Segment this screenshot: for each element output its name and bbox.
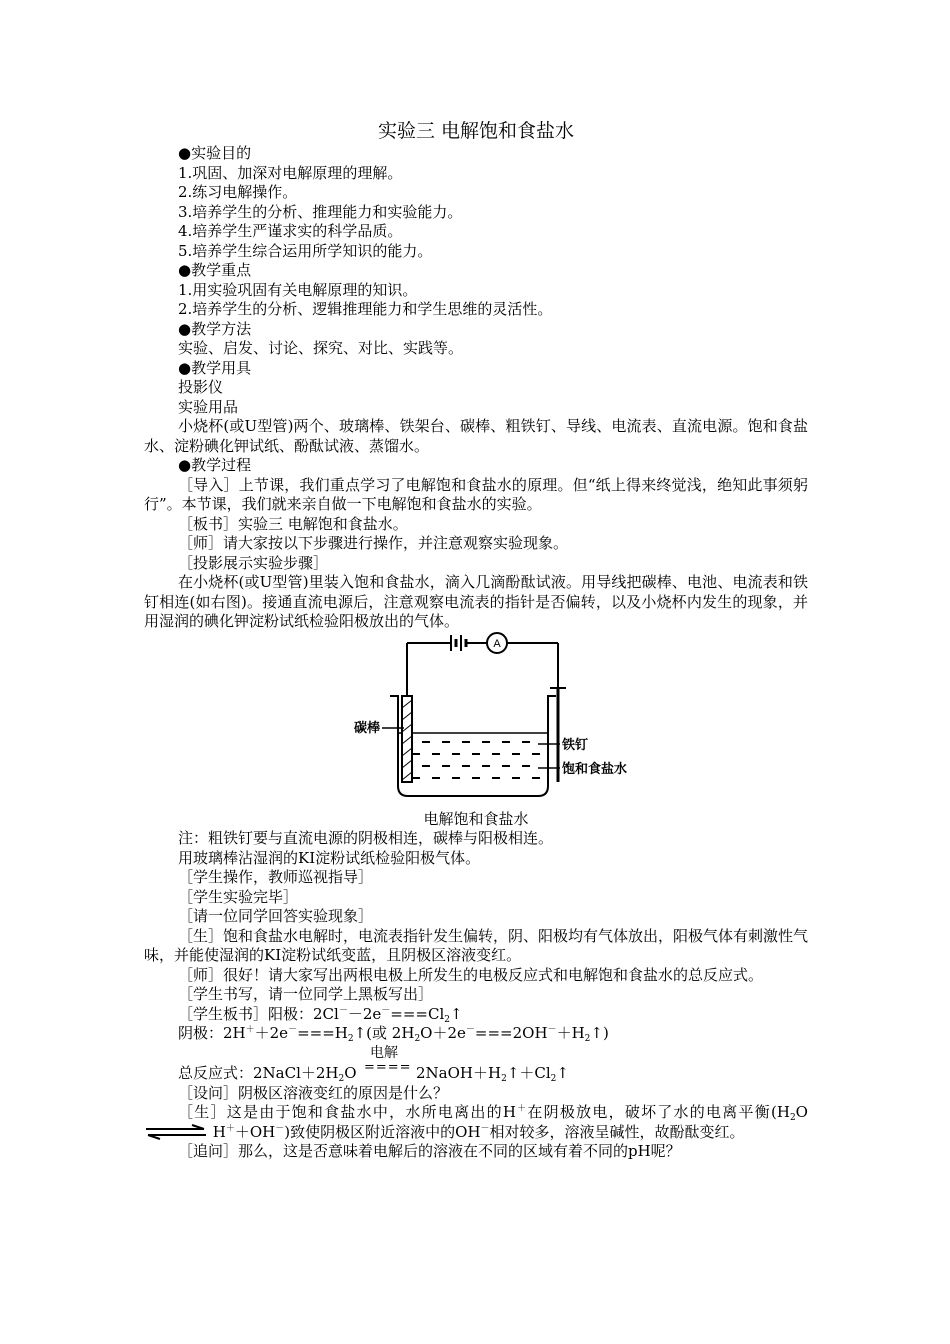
tools-text: 投影仪 — [178, 378, 224, 396]
tools-text: 实验用品 — [178, 397, 239, 416]
method-text: 实验、启发、讨论、探究、对比、实践等。 — [178, 339, 464, 357]
cathode-equation: 阴极：$2H^++2e^-===H_2↑$(或 $2H_2O+2e^-===2OH^-+H_2↑$) — [178, 1024, 609, 1044]
section-heading-method: ●教学方法 — [178, 319, 252, 338]
overall-equation: 电解 ==== 总反应式：$2NaCl+2H_2O$ $2NaOH+H_2↑+Cl_2↑$ — [178, 1044, 569, 1084]
paragraph: ［投影展示实验步骤］ — [178, 553, 329, 572]
apparatus-diagram — [354, 637, 632, 806]
paragraph: ［师］很好！请大家写出两根电极上所发生的电极反应式和电解饱和食盐水的总反应式。 — [178, 965, 764, 984]
goal-item: 5.培养学生综合运用所学知识的能力。 — [178, 241, 433, 260]
label-carbon-rod: 碳棒 — [354, 720, 381, 736]
eq-condition: 电解 — [370, 1044, 398, 1061]
section-heading-tools: ●教学用具 — [178, 358, 252, 377]
goal-item: 2.练习电解操作。 — [178, 183, 298, 201]
anode-equation: ［学生板书］阳极：$2Cl^--2e^-===Cl_2↑$ — [178, 1004, 463, 1025]
paragraph: ［追问］那么，这是否意味着电解后的溶液在不同的区域有着不同的pH呢？ — [178, 1142, 681, 1160]
figure-caption: 电解饱和食盐水 — [423, 809, 529, 828]
page-title: 实验三 电解饱和食盐水 — [377, 120, 575, 142]
paragraph: ［生］饱和食盐水电解时，电流表指针发生偏转，阴、阳极均有气体放出，阳极气体有刺激性气味，并能使湿润的KI淀粉试纸变蓝，且阴极区溶液变红。 — [144, 926, 809, 964]
goal-item: 4.培养学生严谨求实的科学品质。 — [178, 222, 403, 240]
meter-label: A — [493, 637, 501, 650]
paragraph: 在小烧杯(或U型管)里装入饱和食盐水，滴入几滴酚酞试液。用导线把碳棒、电池、电流表和铁钉相连(如右图)。接通直流电源后，注意观察电流表的指针是否偏转，以及小烧杯内发生的现象，并用湿润的碘化钾淀粉试纸检验阳极放出的气体。 — [144, 573, 808, 630]
label-iron-nail: 铁钉 — [562, 737, 589, 753]
goal-item: 1.巩固、加深对电解原理的理解。 — [178, 163, 403, 182]
paragraph: ［师］请大家按以下步骤进行操作，并注意观察实验现象。 — [178, 534, 569, 552]
paragraph: ［请一位同学回答实验现象］ — [178, 907, 374, 925]
eq-sign: ==== — [364, 1059, 412, 1075]
equilibrium-arrow-icon — [144, 1125, 208, 1139]
focus-item: 2.培养学生的分析、逻辑推理能力和学生思维的灵活性。 — [178, 300, 553, 318]
paragraph: ［导入］上节课，我们重点学习了电解饱和食盐水的原理。但“纸上得来终觉浅，绝知此事须躬行”。本节课，我们就来亲自做一下电解饱和食盐水的实验。 — [144, 475, 808, 513]
focus-item: 1.用实验巩固有关电解原理的知识。 — [178, 280, 418, 299]
paragraph: ［板书］实验三 电解饱和食盐水。 — [178, 514, 408, 533]
paragraph: ［学生书写，请一位同学上黑板写出］ — [178, 985, 434, 1003]
goal-item: 3.培养学生的分析、推理能力和实验能力。 — [178, 202, 463, 221]
section-heading-focus: ●教学重点 — [178, 261, 252, 279]
paragraph-equilibrium: ［生］这是由于饱和食盐水中，水所电离出的H＋在阴极放电，破坏了水的电离平衡($H_2O$ H＋＋OH－)致使阴极区附近溶液中的OH－相对较多，溶液呈碱性，故酚酞变红。 — [144, 1103, 808, 1142]
tools-list: 小烧杯(或U型管)两个、玻璃棒、铁架台、碳棒、粗铁钉、导线、电流表、直流电源。饱和食盐水、淀粉碘化钾试纸、酚酞试液、蒸馏水。 — [144, 417, 808, 455]
paragraph: ［学生操作，教师巡视指导］ — [178, 868, 374, 886]
paragraph: 用玻璃棒沾湿润的KI淀粉试纸检验阳极气体。 — [178, 848, 481, 867]
paragraph: 注：粗铁钉要与直流电源的阴极相连，碳棒与阳极相连。 — [178, 829, 554, 847]
paragraph: ［设问］阴极区溶液变红的原因是什么？ — [178, 1083, 449, 1102]
section-heading-process: ●教学过程 — [178, 456, 252, 474]
paragraph: ［学生实验完毕］ — [178, 887, 299, 906]
electrolysis-figure — [144, 638, 808, 808]
label-saline: 饱和食盐水 — [562, 761, 628, 777]
document-page — [144, 118, 808, 1162]
section-heading-goals: ●实验目的 — [178, 144, 252, 162]
